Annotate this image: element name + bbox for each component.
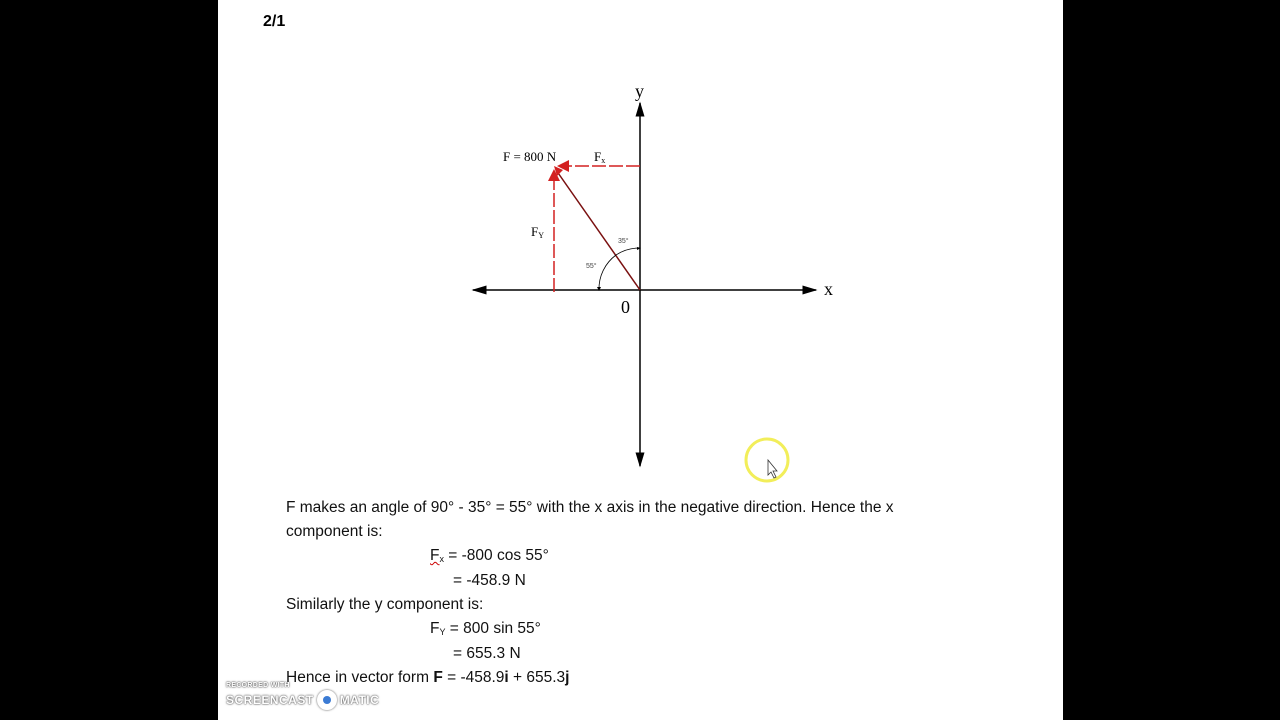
x-axis-label: x [824, 279, 833, 299]
fx-result: = -458.9 N [453, 572, 526, 589]
similarly-line: Similarly the y component is: [286, 596, 484, 613]
angle-arc-55 [599, 255, 616, 290]
explanation-line-1: F makes an angle of 90° - 35° = 55° with the x axis in the negative direction. Hence the x [286, 499, 894, 516]
fy-equation: $F_Y = 800$ sin 55° [430, 620, 541, 637]
watermark-right-text: MATIC [339, 693, 380, 707]
angle-35-label: 35° [618, 238, 629, 245]
watermark-left-text: SCREENCAST [226, 693, 314, 707]
force-diagram [218, 0, 1063, 500]
angle-arc-35 [616, 248, 640, 255]
force-vector [556, 170, 640, 290]
explanation-line-2: component is: [286, 523, 383, 540]
fy-label: FY [531, 224, 545, 240]
screencast-logo-icon [317, 690, 337, 710]
mouse-cursor-icon [768, 460, 777, 478]
document-page [218, 0, 1063, 720]
watermark-small-text: RECORDED WITH [226, 682, 290, 689]
angle-55-label: 55° [586, 263, 597, 270]
fx-label: Fx [594, 149, 606, 165]
force-label: F = 800 N [503, 149, 557, 164]
page-number: 2/1 [263, 13, 286, 30]
screencast-watermark [226, 682, 379, 710]
vector-form-line: Hence in vector form F = -458.9i + 655.3j [286, 669, 570, 686]
origin-label: 0 [621, 297, 630, 317]
fx-equation: $F_x = -800$ cos 55° [430, 547, 549, 564]
fy-result: = 655.3 N [453, 645, 521, 662]
cursor-highlight [746, 439, 788, 481]
y-axis-label: y [635, 81, 644, 101]
